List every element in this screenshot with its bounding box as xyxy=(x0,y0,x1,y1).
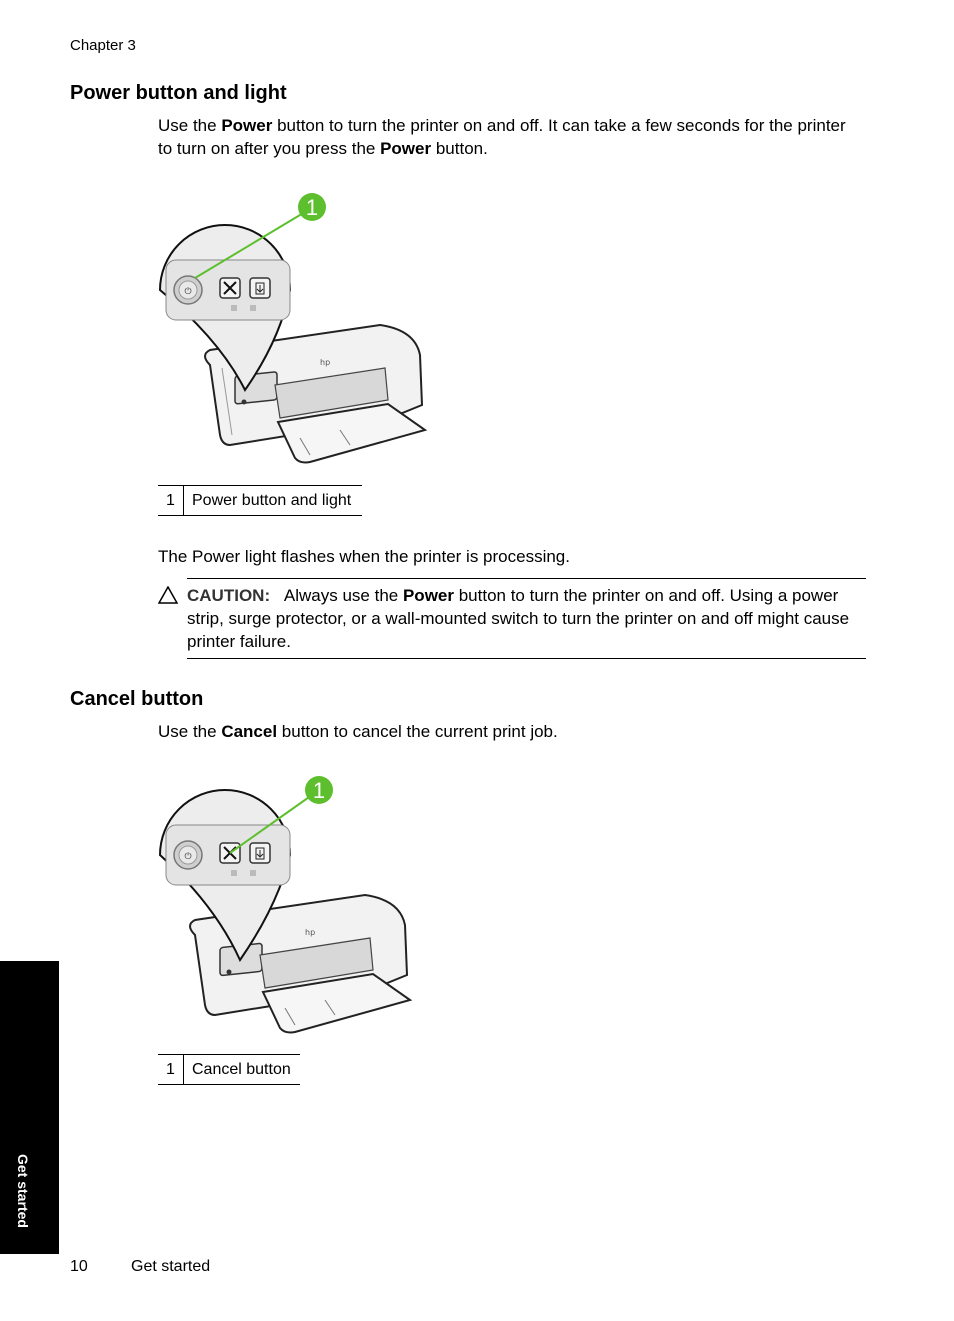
text-run: Always use the xyxy=(283,586,403,605)
figure-legend-table xyxy=(158,485,362,516)
chapter-header: Chapter 3 xyxy=(70,37,136,54)
section-heading-cancel: Cancel button xyxy=(70,688,204,710)
section-heading-power: Power button and light xyxy=(70,82,287,104)
printer-power-illustration xyxy=(150,190,440,470)
legend-number: 1 xyxy=(158,486,184,515)
text-run: button to turn the printer on and off. Using a power strip, surge protector, or a wall-mounted switch to turn the printer on and off might cause printer failure. xyxy=(187,586,850,651)
svg-text:hp: hp xyxy=(320,358,331,367)
chapter-side-tab xyxy=(0,961,59,1254)
caution-label: CAUTION: xyxy=(187,586,271,605)
text-run: button to cancel the current print job. xyxy=(277,722,558,741)
text-run: Use the xyxy=(158,116,222,135)
text-run: button. xyxy=(431,139,488,158)
power-light-note: The Power light flashes when the printer is processing. xyxy=(158,547,570,566)
legend-label: Cancel button xyxy=(192,1060,291,1078)
svg-text:⏻: ⏻ xyxy=(184,287,192,297)
text-run: Use the xyxy=(158,722,222,741)
caution-top-rule xyxy=(187,578,866,579)
svg-text:⏻: ⏻ xyxy=(184,852,192,862)
caution-text xyxy=(187,584,866,653)
callout-number: 1 xyxy=(312,778,326,803)
page-number: 10 xyxy=(70,1258,88,1275)
side-tab-label: Get started xyxy=(15,1154,31,1228)
bold-term: Power xyxy=(402,586,454,605)
warning-triangle-icon xyxy=(158,586,178,604)
footer-title: Get started xyxy=(131,1258,211,1275)
text-run: button to turn the printer on and off. It can take a few seconds for the printer to turn on after you press the xyxy=(158,116,846,158)
cancel-intro-paragraph xyxy=(158,720,558,743)
bold-term: Power xyxy=(380,139,432,158)
legend-label: Power button and light xyxy=(192,491,352,509)
bold-term: Cancel xyxy=(221,722,278,741)
legend-number: 1 xyxy=(158,1055,184,1084)
caution-bottom-rule xyxy=(187,658,866,659)
bold-term: Power xyxy=(221,116,273,135)
power-intro-paragraph xyxy=(158,114,858,160)
callout-number: 1 xyxy=(305,195,319,220)
svg-text:hp: hp xyxy=(305,928,316,937)
figure-legend-table xyxy=(158,1054,300,1085)
printer-cancel-illustration xyxy=(150,775,440,1040)
